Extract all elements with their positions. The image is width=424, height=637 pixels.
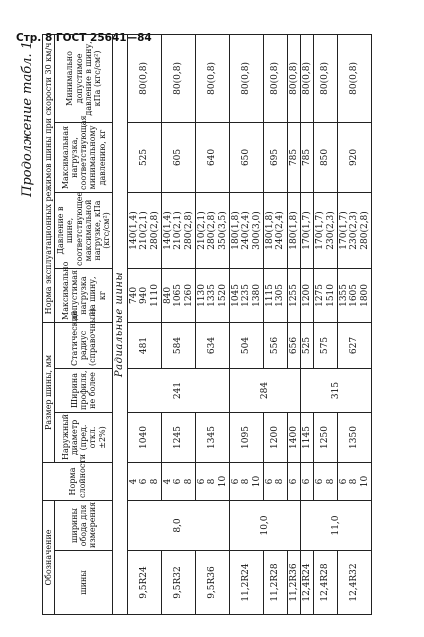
max-load-min-cell: 650 — [229, 122, 263, 192]
page-header: Стр. 8 ГОСТ 25641—84 — [16, 32, 152, 44]
tire-cell: 9,5R24 — [127, 551, 161, 615]
min-pressure-cell: 80(0,8) — [229, 34, 263, 122]
min-pressure-cell: 80(0,8) — [300, 34, 313, 122]
pressure-cell: 170(1,7) — [300, 192, 313, 268]
diameter-cell: 1400 — [287, 412, 300, 462]
tire-header: шины — [55, 551, 113, 615]
max-load-min-header: Максимальная нагрузка, соответствующая минимальному давлению, кг — [55, 122, 113, 192]
tire-cell: 12,4R28 — [314, 551, 338, 615]
min-pressure-cell: 80(0,8) — [314, 34, 338, 122]
max-load-cell: 1115 1305 — [263, 268, 287, 322]
max-load-cell: 1045 1235 1380 — [229, 268, 263, 322]
profile-width-header: Ширина профиля, не более — [55, 368, 113, 412]
max-load-cell: 1130 1335 1520 — [195, 268, 229, 322]
diameter-cell: 1245 — [161, 412, 195, 462]
tire-cell: 11,2R36 — [287, 551, 300, 615]
tire-cell: 11,2R24 — [229, 551, 263, 615]
max-load-min-cell: 525 — [127, 122, 161, 192]
pressure-header: Давление в шине, соответствующее максимальной нагрузке, кПа (кгс/см²) — [55, 192, 113, 268]
diameter-cell: 1200 — [263, 412, 287, 462]
width-cell: 315 — [300, 368, 371, 412]
pressure-cell: 210(2,1) 280(2,8) 350(3,5) — [195, 192, 229, 268]
tire-cell: 11,2R28 — [263, 551, 287, 615]
max-load-cell: 1275 1510 — [314, 268, 338, 322]
max-load-min-cell: 640 — [195, 122, 229, 192]
rim-cell: 8,0 — [127, 500, 229, 550]
table-row — [229, 34, 263, 614]
min-pressure-cell: 80(0,8) — [338, 34, 372, 122]
pressure-cell: 180(1,8) — [287, 192, 300, 268]
tire-specification-table — [42, 34, 372, 615]
max-load-cell: 740 940 1110 — [127, 268, 161, 322]
ply-cell: 6 8 10 — [338, 462, 372, 500]
max-load-min-cell: 785 — [300, 122, 313, 192]
max-load-cell: 840 1065 1260 — [161, 268, 195, 322]
pressure-cell: 140(1,4) 210(2,1) 280(2,8) — [161, 192, 195, 268]
static-radius-cell: 504 — [229, 322, 263, 368]
static-radius-cell: 634 — [195, 322, 229, 368]
ply-cell: 4 6 8 — [127, 462, 161, 500]
rim-cell: 10,0 — [229, 500, 300, 550]
static-radius-cell: 481 — [127, 322, 161, 368]
outer-diameter-header: Наружный диаметр (пред. откл. ±2%) — [55, 412, 113, 462]
min-pressure-cell: 80(0,8) — [263, 34, 287, 122]
width-cell: 241 — [127, 368, 229, 412]
static-radius-cell: 575 — [314, 322, 338, 368]
max-load-cell: 1200 — [300, 268, 313, 322]
max-load-min-cell: 695 — [263, 122, 287, 192]
diameter-cell: 1250 — [314, 412, 338, 462]
min-pressure-cell: 80(0,8) — [287, 34, 300, 122]
rim-cell: 11,0 — [300, 500, 371, 550]
ply-cell: 6 8 — [263, 462, 287, 500]
static-radius-cell: 584 — [161, 322, 195, 368]
max-load-cell: 1255 — [287, 268, 300, 322]
diameter-cell: 1040 — [127, 412, 161, 462]
max-load-min-cell: 920 — [338, 122, 372, 192]
ply-cell: 6 8 10 — [229, 462, 263, 500]
continuation-label: Продолжение табл. 1 — [20, 41, 35, 197]
min-pressure-header: Минимально допустимое давление в шину, кПа (кгс/см²) — [55, 34, 113, 122]
static-radius-cell: 627 — [338, 322, 372, 368]
diameter-cell: 1095 — [229, 412, 263, 462]
static-radius-header: Статический радиус (справочный) — [55, 322, 113, 368]
min-pressure-cell: 80(0,8) — [161, 34, 195, 122]
tire-cell: 12,4R32 — [338, 551, 372, 615]
static-radius-cell: 525 — [300, 322, 313, 368]
table-row — [300, 34, 313, 614]
tire-cell: 9,5R36 — [195, 551, 229, 615]
rim-profile-header: ширины обода для измерения — [55, 500, 113, 550]
diameter-cell: 1145 — [300, 412, 313, 462]
static-radius-cell: 656 — [287, 322, 300, 368]
designation-group-header: Обозначение — [43, 500, 55, 614]
pressure-cell: 170(1,7) 230(2,3) — [314, 192, 338, 268]
section-title: Радиальные шины — [113, 34, 128, 614]
pressure-cell: 170(1,7) 230(2,3) 280(2,8) — [338, 192, 372, 268]
diameter-cell: 1350 — [338, 412, 372, 462]
max-load-cell: 1355 1605 1800 — [338, 268, 372, 322]
tire-cell: 9,5R32 — [161, 551, 195, 615]
norms-group-header: Норма эксплуатационных режимов шины при скорости 30 км/ч — [43, 34, 55, 322]
width-cell: 284 — [229, 368, 300, 412]
pressure-cell: 140(1,4) 210(2,1) 280(2,8) — [127, 192, 161, 268]
pressure-cell: 180(1,8) 240(2,4) 300(3,0) — [229, 192, 263, 268]
max-load-min-cell: 850 — [314, 122, 338, 192]
ply-cell: 6 — [287, 462, 300, 500]
pressure-cell: 180(1,8) 240(2,4) — [263, 192, 287, 268]
max-load-min-cell: 605 — [161, 122, 195, 192]
rotated-table-page — [20, 35, 416, 615]
table-row — [127, 34, 161, 614]
max-load-header: Максимально допустимая нагрузка на шину, кг — [55, 268, 113, 322]
ply-cell: 6 8 10 — [195, 462, 229, 500]
ply-cell: 6 8 — [314, 462, 338, 500]
static-radius-cell: 556 — [263, 322, 287, 368]
ply-cell: 4 6 8 — [161, 462, 195, 500]
ply-cell: 6 — [300, 462, 313, 500]
diameter-cell: 1345 — [195, 412, 229, 462]
min-pressure-cell: 80(0,8) — [195, 34, 229, 122]
min-pressure-cell: 80(0,8) — [127, 34, 161, 122]
size-group-header: Размер шины, мм — [43, 322, 55, 462]
max-load-min-cell: 785 — [287, 122, 300, 192]
tire-cell: 12,4R24 — [300, 551, 313, 615]
ply-rating-header: Норма слойности — [43, 462, 113, 500]
